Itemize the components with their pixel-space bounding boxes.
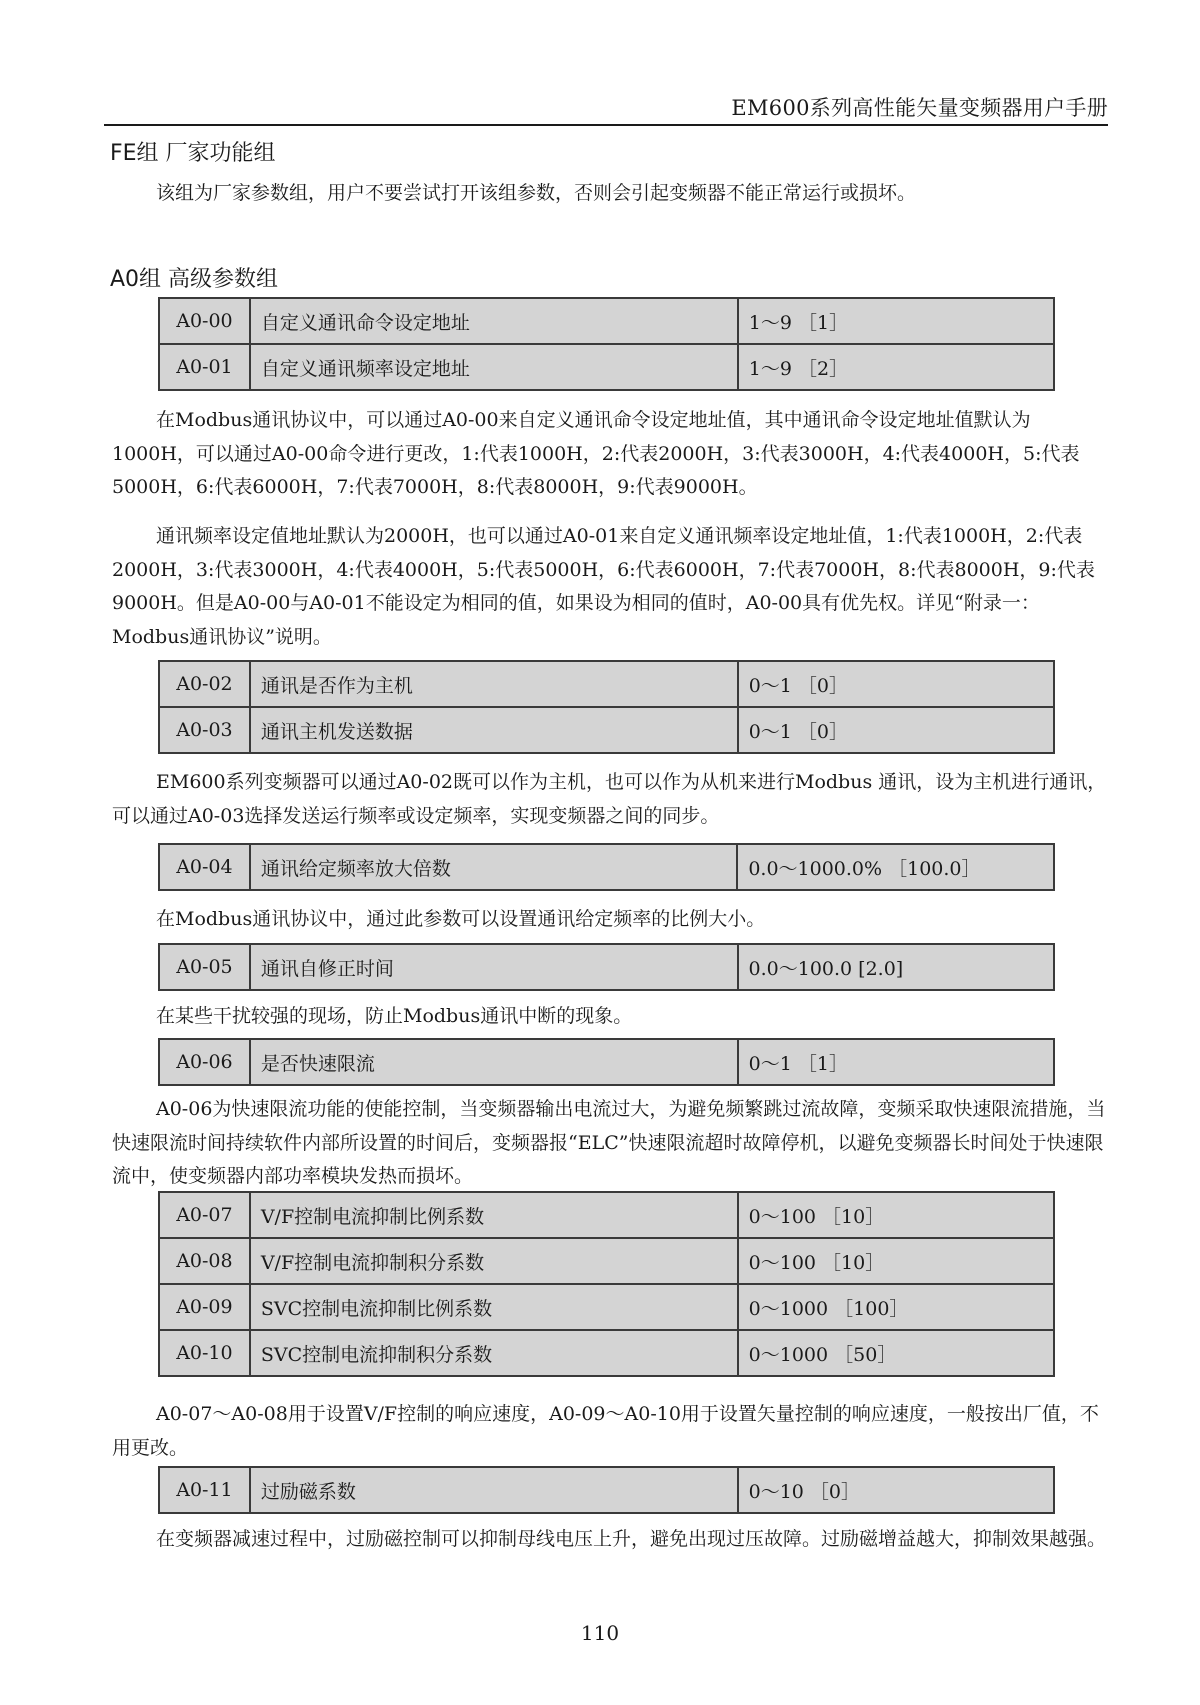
param-code: A0-01 [159,344,250,390]
param-range: 0～1000 ［50］ [738,1330,1054,1376]
param-table-a0-04 [158,843,1055,891]
param-code: A0-03 [159,707,250,753]
param-table-a0-02 [158,660,1055,754]
param-range: 1～9 ［2］ [738,344,1054,390]
param-code: A0-11 [159,1467,250,1513]
paragraph-a0-05-desc: 在某些干扰较强的现场，防止Modbus通讯中断的现象。 [156,1005,633,1027]
param-table-a0-06 [158,1038,1055,1086]
param-range: 0～1 ［1］ [738,1039,1054,1085]
param-name: V/F控制电流抑制比例系数 [250,1192,738,1238]
paragraph-a0-01-desc: 通讯频率设定值地址默认为2000H，也可以通过A0-01来自定义通讯频率设定地址值，1:代表1000H，2:代表2000H，3:代表3000H，4:代表4000H，5:代表5000H，6:代表6000H，7:代表7000H，8:代表8000H，9:代表9000H。但是A0-00与A0-01不能设定为相同的值，如果设为相同的值时，A0-00具有优先权。详见“附录一：Modbus通讯协议”说明。 [112,525,1095,648]
param-range: 1～9 ［1］ [738,298,1054,344]
param-table-a0-11 [158,1466,1055,1514]
table-row [159,344,1054,390]
param-name: SVC控制电流抑制比例系数 [250,1284,738,1330]
param-name: 是否快速限流 [250,1039,738,1085]
param-code: A0-10 [159,1330,250,1376]
table-row [159,944,1054,990]
a0-section-heading: A0组 高级参数组 [110,267,279,292]
page-number: 110 [580,1621,620,1645]
paragraph-a0-04-desc: 在Modbus通讯协议中，通过此参数可以设置通讯给定频率的比例大小。 [156,908,766,930]
param-range: 0～100 ［10］ [738,1192,1054,1238]
header-rule [104,124,1108,126]
param-code: A0-04 [159,844,250,890]
table-row [159,844,1054,890]
param-range: 0.0～100.0 [2.0] [738,944,1054,990]
param-code: A0-08 [159,1238,250,1284]
param-range: 0.0～1000.0% ［100.0］ [737,844,1054,890]
fe-section-text: 该组为厂家参数组，用户不要尝试打开该组参数，否则会引起变频器不能正常运行或损坏。 [156,182,917,204]
fe-section-heading: FE组 厂家功能组 [110,141,276,166]
param-name: 自定义通讯命令设定地址 [250,298,738,344]
param-name: 通讯给定频率放大倍数 [250,844,738,890]
table-row [159,1330,1054,1376]
param-code: A0-02 [159,661,250,707]
paragraph-a0-07-desc: A0-07～A0-08用于设置V/F控制的响应速度，A0-09～A0-10用于设置矢量控制的响应速度，一般按出厂值，不用更改。 [112,1403,1099,1459]
param-table-a0-07 [158,1191,1055,1377]
param-table-a0-05 [158,943,1055,991]
table-row [159,1192,1054,1238]
param-name: 通讯主机发送数据 [250,707,738,753]
table-row [159,298,1054,344]
param-name: SVC控制电流抑制积分系数 [250,1330,738,1376]
param-range: 0～10 ［0］ [738,1467,1054,1513]
paragraph-a0-11-desc: 在变频器减速过程中，过励磁控制可以抑制母线电压上升，避免出现过压故障。过励磁增益越大，抑制效果越强。 [156,1528,1107,1550]
param-name: 过励磁系数 [250,1467,738,1513]
paragraph-a0-06-desc: A0-06为快速限流功能的使能控制，当变频器输出电流过大，为避免频繁跳过流故障，变频采取快速限流措施，当快速限流时间持续软件内部所设置的时间后，变频器报“ELC”快速限流超时故障停机，以避免变频器长时间处于快速限流中，使变频器内部功率模块发热而损坏。 [112,1098,1106,1187]
param-name: 通讯自修正时间 [250,944,738,990]
param-range: 0～1000 ［100］ [738,1284,1054,1330]
param-code: A0-07 [159,1192,250,1238]
table-row [159,661,1054,707]
header-title: EM600系列高性能矢量变频器用户手册 [731,96,1108,120]
paragraph-a0-02-desc: EM600系列变频器可以通过A0-02既可以作为主机，也可以作为从机来进行Modbus 通讯，设为主机进行通讯，可以通过A0-03选择发送运行频率或设定频率，实现变频器之间的同步。 [112,771,1107,827]
table-row [159,1467,1054,1513]
param-code: A0-06 [159,1039,250,1085]
table-row [159,1039,1054,1085]
param-range: 0～1 ［0］ [738,661,1054,707]
param-table-a0-00 [158,297,1055,391]
table-row [159,1238,1054,1284]
table-row [159,707,1054,753]
param-name: 自定义通讯频率设定地址 [250,344,738,390]
param-range: 0～100 ［10］ [738,1238,1054,1284]
param-code: A0-09 [159,1284,250,1330]
paragraph-a0-00-desc: 在Modbus通讯协议中，可以通过A0-00来自定义通讯命令设定地址值，其中通讯命令设定地址值默认为1000H，可以通过A0-00命令进行更改，1:代表1000H，2:代表2000H，3:代表3000H，4:代表4000H，5:代表5000H，6:代表6000H，7:代表7000H，8:代表8000H，9:代表9000H。 [112,409,1080,498]
param-code: A0-05 [159,944,250,990]
param-name: 通讯是否作为主机 [250,661,738,707]
param-range: 0～1 ［0］ [738,707,1054,753]
param-code: A0-00 [159,298,250,344]
table-row [159,1284,1054,1330]
param-name: V/F控制电流抑制积分系数 [250,1238,738,1284]
